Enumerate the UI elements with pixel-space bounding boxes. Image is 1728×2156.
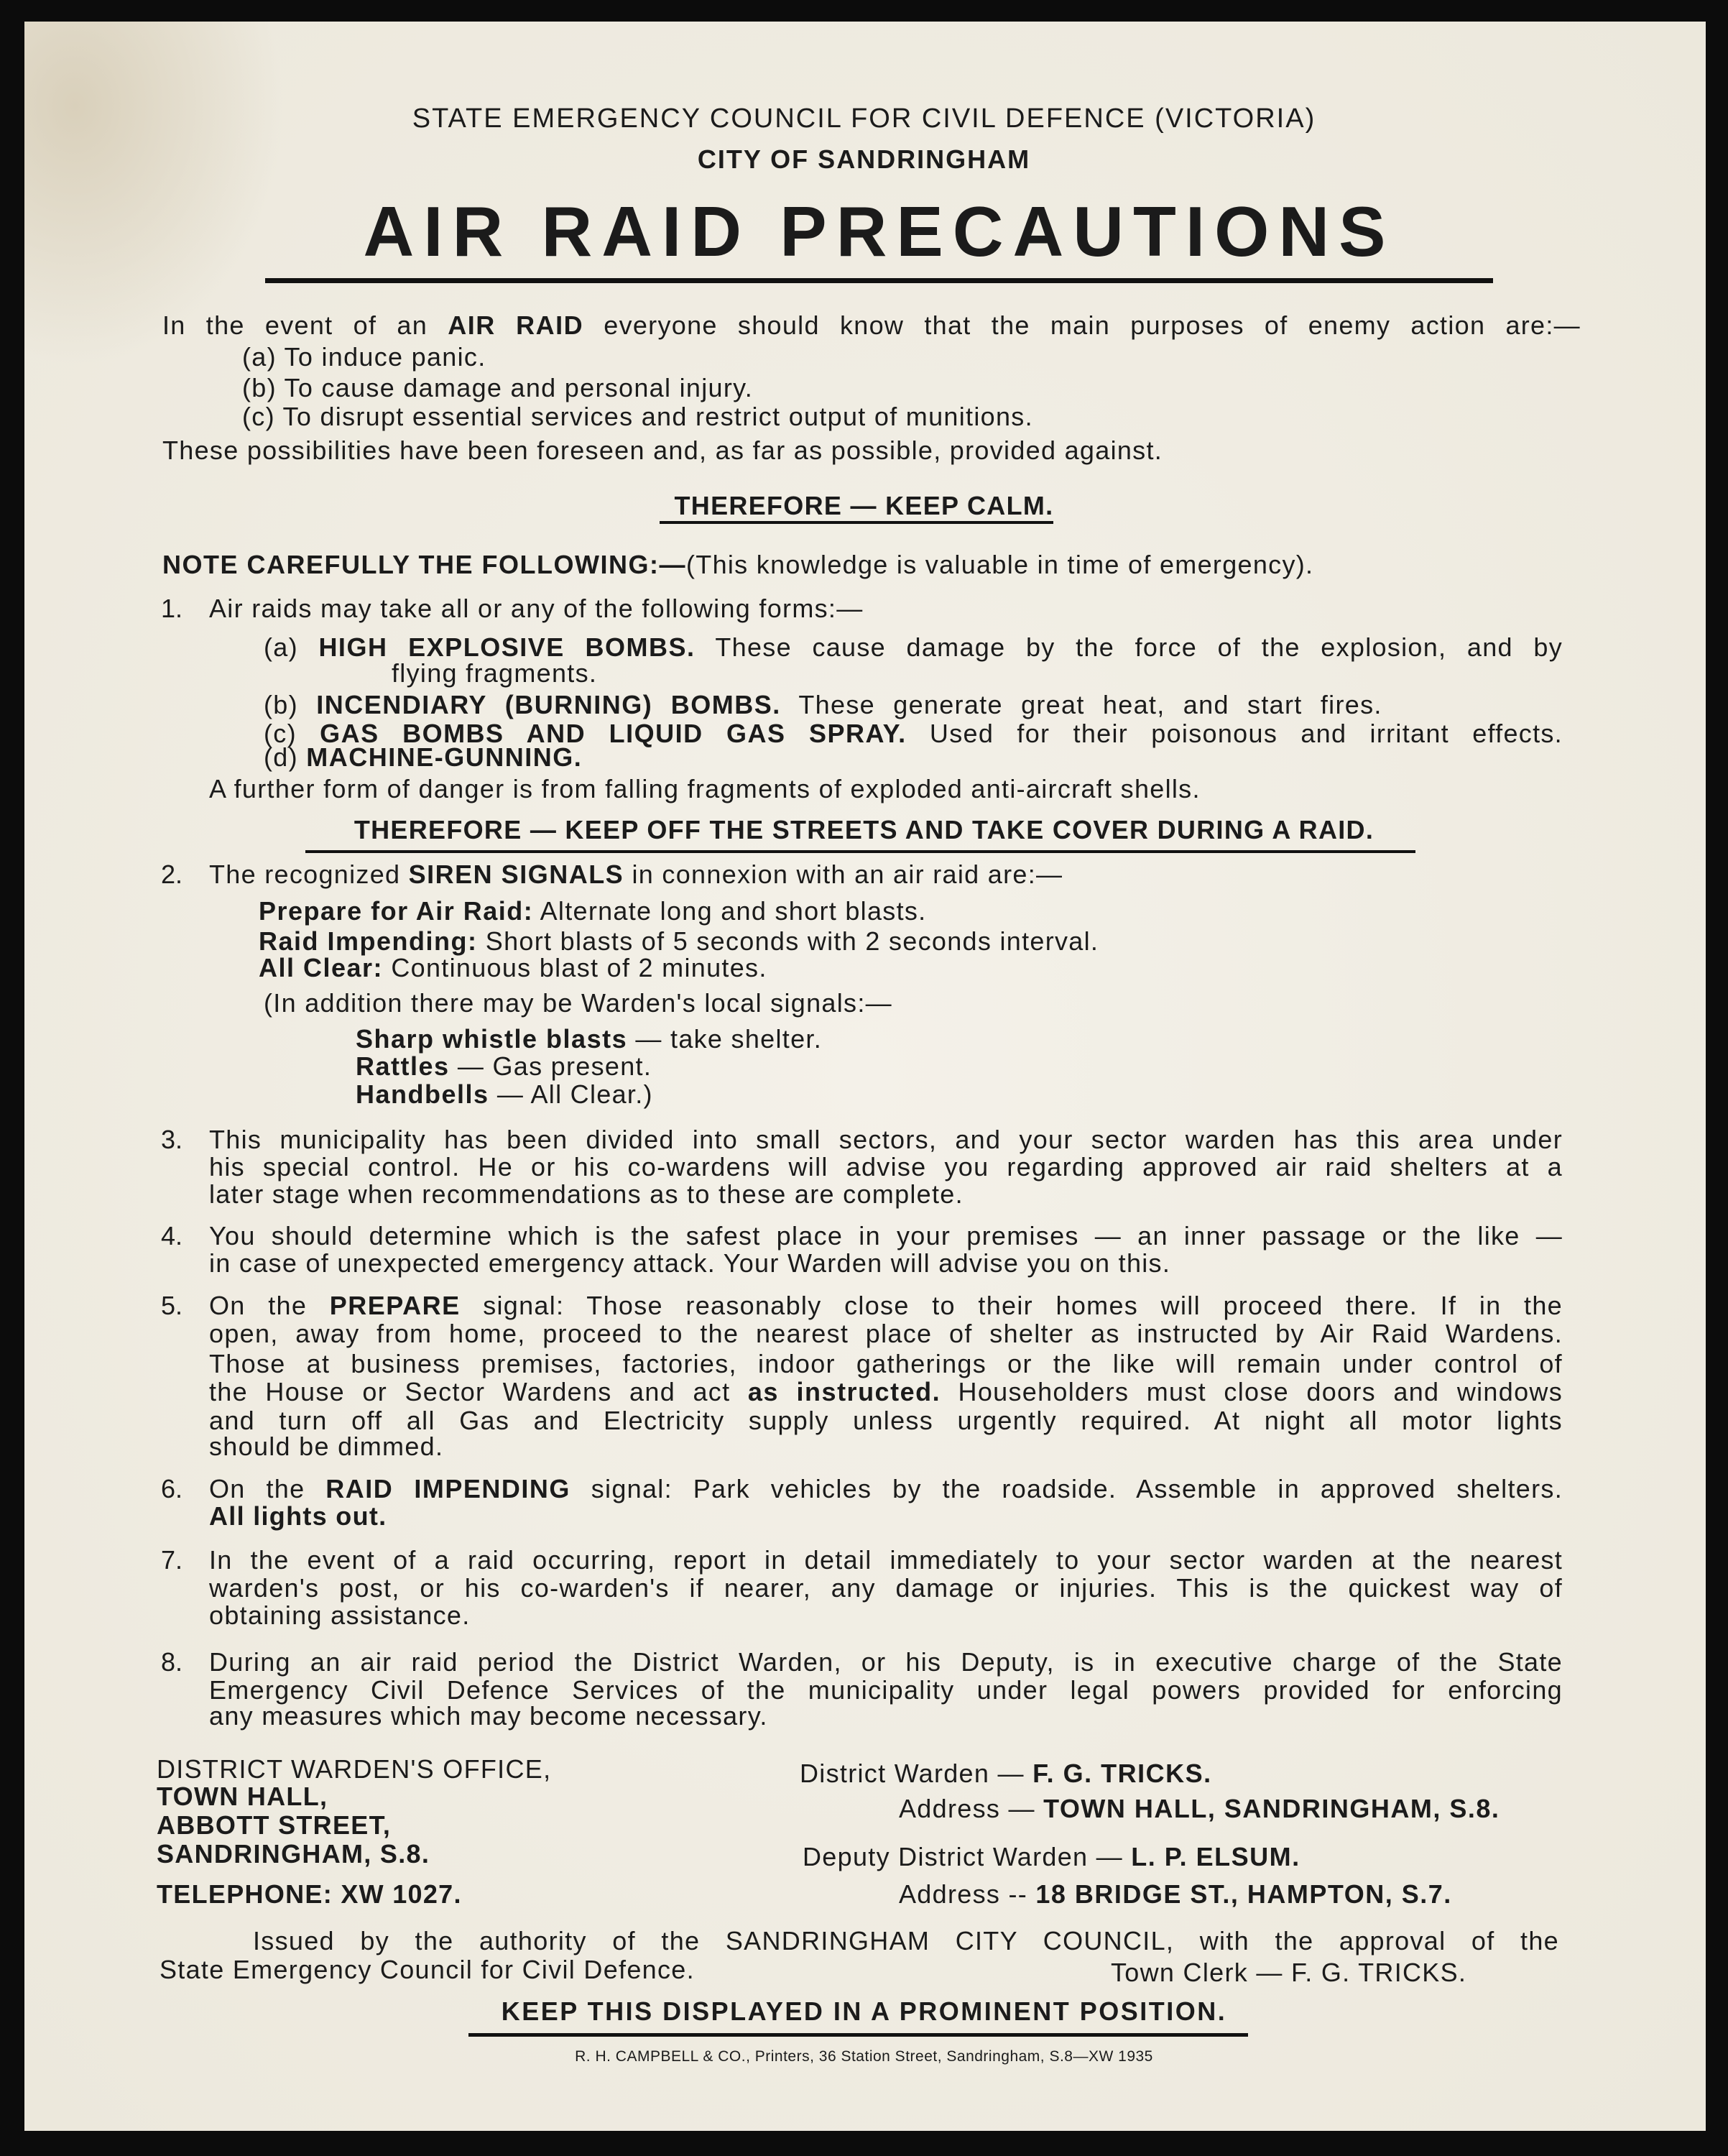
section-number: 4. (161, 1221, 183, 1250)
siren-signal (259, 895, 926, 927)
text: (This knowledge is valuable in time of emergency). (685, 550, 1314, 579)
text: F. G. TRICKS. (1032, 1759, 1212, 1788)
section-line: later stage when recommendations as to these are complete. (209, 1179, 964, 1209)
text: Householders must close doors and windows (941, 1377, 1563, 1406)
text: These cause damage by the force of the explosion, and by (715, 632, 1563, 662)
text: Deputy District Warden — (803, 1842, 1132, 1871)
text: On the (209, 1474, 326, 1503)
siren-signal (259, 952, 767, 984)
section-line: any measures which may become necessary. (209, 1701, 768, 1731)
text: GAS BOMBS AND LIQUID GAS SPRAY. (320, 719, 907, 748)
section-number: 8. (161, 1647, 183, 1677)
text: On the (209, 1291, 330, 1320)
section-line: and turn off all Gas and Electricity supply unless urgently required. At night all motor lights (209, 1406, 1563, 1435)
text: — take shelter. (627, 1024, 823, 1054)
text: as instructed. (747, 1377, 941, 1406)
text: Alternate long and short blasts. (533, 896, 927, 926)
title-underline (265, 278, 1493, 283)
keep-off-underline (305, 850, 1415, 853)
office-line: SANDRINGHAM, S.8. (157, 1839, 430, 1869)
text: signal: Park vehicles by the roadside. Assemble in approved shelters. (570, 1474, 1563, 1503)
section-line (209, 1290, 1563, 1322)
text: — Gas present. (449, 1051, 652, 1081)
text: Short blasts of 5 seconds with 2 seconds interval. (477, 926, 1099, 956)
keep-off-heading: THEREFORE — KEEP OFF THE STREETS AND TAKE COVER DURING A RAID. (354, 815, 1374, 844)
intro-line (162, 310, 1581, 341)
text: Rattles (356, 1051, 450, 1081)
section-line (209, 1473, 1563, 1505)
local-signal (356, 1051, 652, 1082)
text: All Clear: (259, 953, 384, 982)
section-line: In the event of a raid occurring, report in detail immediately to your sector warden at the nearest (209, 1545, 1563, 1575)
text: In the event of an (162, 310, 448, 340)
text: TOWN HALL, SANDRINGHAM, S.8. (1043, 1794, 1500, 1823)
printer-imprint: R. H. CAMPBELL & CO., Printers, 36 Station Street, Sandringham, S.8—XW 1935 (575, 2048, 1153, 2065)
deputy-district-warden (803, 1841, 1300, 1873)
text: L. P. ELSUM. (1131, 1842, 1300, 1871)
text: signal: Those reasonably close to their homes will proceed there. If in the (460, 1291, 1563, 1320)
text: Address — (899, 1794, 1044, 1823)
text: MACHINE-GUNNING. (306, 742, 583, 772)
office-line: ABBOTT STREET, (157, 1810, 392, 1840)
text: Continuous blast of 2 minutes. (383, 953, 767, 982)
form-item (264, 689, 1382, 721)
section-line: open, away from home, proceed to the nearest place of shelter as instructed by Air Raid Wardens. (209, 1319, 1563, 1348)
section-line: You should determine which is the safest place in your premises — an inner passage or the like — (209, 1221, 1563, 1250)
district-warden (800, 1758, 1212, 1789)
keep-displayed-heading: KEEP THIS DISPLAYED IN A PROMINENT POSITION. (501, 1996, 1227, 2026)
section-line: warden's post, or his co-warden's if nearer, any damage or injuries. This is the quickest way of (209, 1573, 1563, 1603)
note-line (162, 549, 1313, 581)
section-line: This municipality has been divided into small sectors, and your sector warden has this area under (209, 1125, 1563, 1154)
section-line: his special control. He or his co-wardens will advise you regarding approved air raid shelters at a (209, 1152, 1563, 1181)
text: INCENDIARY (BURNING) BOMBS. (316, 690, 781, 719)
text: PREPARE (329, 1291, 461, 1320)
section-line: Emergency Civil Defence Services of the municipality under legal powers provided for enforcing (209, 1675, 1563, 1705)
local-signal (356, 1079, 653, 1110)
section-number: 2. (161, 860, 183, 889)
section-line: Those at business premises, factories, indoor gatherings or the like will remain under control of (209, 1349, 1563, 1378)
text: Handbells (356, 1079, 489, 1109)
section-line: in case of unexpected emergency attack. Your Warden will advise you on this. (209, 1248, 1171, 1278)
keep-calm-heading: THEREFORE — KEEP CALM. (674, 491, 1054, 520)
issued-line: State Emergency Council for Civil Defence. (160, 1955, 695, 1984)
text: RAID IMPENDING (325, 1474, 570, 1503)
deputy-warden-address (899, 1879, 1452, 1910)
section-1-intro: Air raids may take all or any of the following forms:— (209, 594, 864, 623)
text: District Warden — (800, 1759, 1033, 1788)
purpose-item: (b) To cause damage and personal injury. (242, 373, 754, 402)
section-line: During an air raid period the District Warden, or his Deputy, is in executive charge of the State (209, 1647, 1563, 1677)
section-line: All lights out. (209, 1501, 387, 1531)
section-number: 5. (161, 1291, 183, 1320)
text: These generate great heat, and start fires. (798, 690, 1382, 719)
section-line: obtaining assistance. (209, 1600, 471, 1630)
section-line (209, 1376, 1563, 1408)
form-item (264, 742, 582, 773)
text: Address -- (899, 1879, 1036, 1909)
keep-calm-underline (660, 521, 1053, 524)
office-line: TOWN HALL, (157, 1782, 328, 1811)
note-bold: NOTE CAREFULLY THE FOLLOWING:— (162, 550, 686, 579)
text: in connexion with an air raid are:— (624, 860, 1063, 889)
text: Sharp whistle blasts (356, 1024, 628, 1054)
text: Prepare for Air Raid: (259, 896, 534, 926)
text: (a) (264, 632, 298, 662)
office-title: DISTRICT WARDEN'S OFFICE, (157, 1754, 552, 1784)
air-raid-bold: AIR RAID (448, 310, 584, 340)
town-clerk: Town Clerk — F. G. TRICKS. (1111, 1958, 1467, 1987)
section-number: 1. (161, 594, 183, 623)
text: — All Clear.) (489, 1079, 653, 1109)
text: (b) (264, 690, 298, 719)
purpose-item: (a) To induce panic. (242, 342, 486, 372)
text: SIREN SIGNALS (408, 860, 624, 889)
text: everyone should know that the main purposes of enemy action are:— (583, 310, 1581, 340)
issued-line: Issued by the authority of the SANDRINGHAM CITY COUNCIL, with the approval of the (253, 1926, 1559, 1955)
section-2-intro (209, 859, 1063, 890)
text: (d) (264, 742, 298, 772)
text: The recognized (209, 860, 409, 889)
section-line: should be dimmed. (209, 1432, 444, 1461)
text: the House or Sector Wardens and act (209, 1377, 748, 1406)
section-number: 3. (161, 1125, 183, 1154)
section-1-further: A further form of danger is from falling fragments of exploded anti-aircraft shells. (209, 774, 1201, 803)
text: Raid Impending: (259, 926, 478, 956)
text: HIGH EXPLOSIVE BOMBS. (318, 632, 696, 662)
local-signals-intro: (In addition there may be Warden's local signals:— (264, 988, 892, 1018)
purpose-item: (c) To disrupt essential services and restrict output of munitions. (242, 402, 1033, 431)
form-item-cont: flying fragments. (392, 658, 598, 688)
keep-displayed-underline (468, 2033, 1248, 2037)
district-warden-address (899, 1793, 1500, 1825)
page-title: AIR RAID PRECAUTIONS (363, 192, 1395, 271)
text: Used for their poisonous and irritant effects. (929, 719, 1563, 748)
text: 18 BRIDGE ST., HAMPTON, S.7. (1035, 1879, 1452, 1909)
city-heading: CITY OF SANDRINGHAM (697, 144, 1031, 174)
office-telephone: TELEPHONE: XW 1027. (157, 1879, 462, 1909)
section-number: 7. (161, 1545, 183, 1575)
intro-closing: These possibilities have been foreseen and, as far as possible, provided against. (162, 436, 1163, 465)
council-heading: STATE EMERGENCY COUNCIL FOR CIVIL DEFENCE (VICTORIA) (412, 103, 1316, 134)
section-number: 6. (161, 1474, 183, 1503)
text: (c) (264, 719, 297, 748)
